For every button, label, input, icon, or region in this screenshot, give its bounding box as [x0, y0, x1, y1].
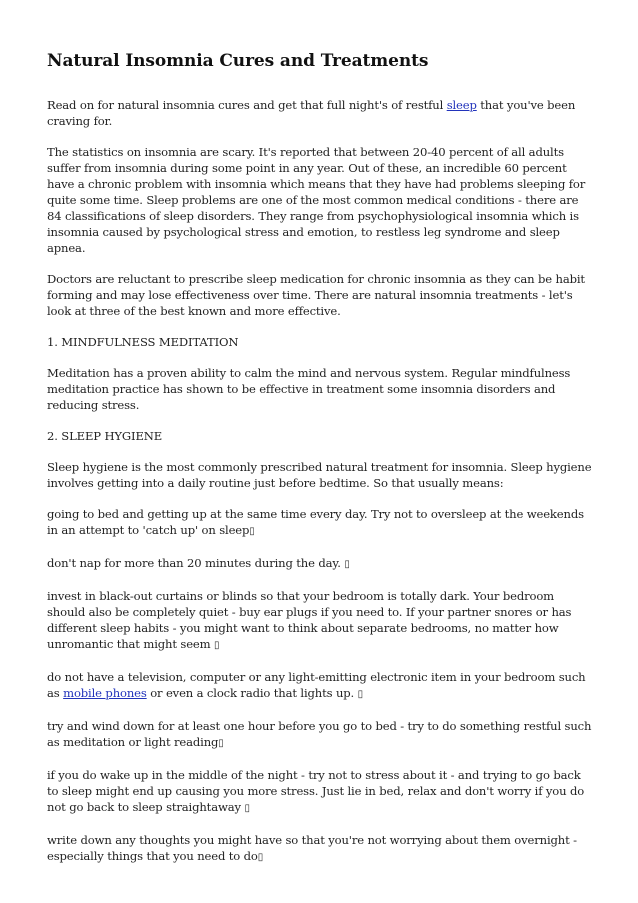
- tip-text: try and wind down for at least one hour before you go to bed - try to do something restful such as meditation or light reading: [47, 719, 592, 749]
- tip-text: if you do wake up in the middle of the night - try not to stress about it - and trying to go back to sleep might end up causing you more stress. Just lie in bed, relax and don't worry if you do not go back to sleep straightaway: [47, 768, 585, 814]
- missing-glyph-icon: ▯: [249, 526, 255, 537]
- document-page: [47, 50, 595, 881]
- intro-text-before: Read on for natural insomnia cures and get that full night's of restful: [47, 98, 447, 112]
- tip-item: [47, 669, 595, 703]
- tip-item: [47, 555, 595, 573]
- tip-item: [47, 767, 595, 817]
- mobile-phones-link[interactable]: mobile phones: [63, 686, 147, 700]
- doctors-paragraph: Doctors are reluctant to prescribe sleep medication for chronic insomnia as they can be habit forming and may lose effectiveness over time. There are natural insomnia treatments - let's look at three of the best known and more effective.: [47, 272, 585, 318]
- missing-glyph-icon: ▯: [214, 640, 220, 651]
- missing-glyph-icon: ▯: [344, 559, 350, 570]
- section-heading-sleep-hygiene: 2. SLEEP HYGIENE: [47, 429, 163, 443]
- tip-text: write down any thoughts you might have so that you're not worrying about them overnight - especially things that you need to do: [47, 833, 577, 863]
- statistics-paragraph: The statistics on insomnia are scary. It's reported that between 20-40 percent of all adults suffer from insomnia during some point in any year. Out of these, an incredible 60 percent have a chronic problem with insomnia which means that they have had problems sleeping for quite some time. Sleep problems are one of the most common medical conditions - there are 84 classifications of sleep disorders. They range from psychophysiological insomnia which is insomnia caused by psychological stress and emotion, to restless leg syndrome and sleep apnea.: [47, 145, 586, 255]
- missing-glyph-icon: ▯: [357, 689, 363, 700]
- tip-text: or even a clock radio that lights up.: [146, 686, 358, 700]
- tip-text: don't nap for more than 20 minutes during the day.: [47, 556, 345, 570]
- tip-item: [47, 718, 595, 752]
- tip-text: invest in black-out curtains or blinds so that your bedroom is totally dark. Your bedroom should also be completely quiet - buy ear plugs if you need to. If your partner snores or has different sleep habits - you might want to think about separate bedrooms, no matter how unromantic that might seem: [47, 589, 572, 651]
- tip-text: do not have a television, computer or any light-emitting electronic item in your bedroom such as: [47, 670, 586, 700]
- meditation-paragraph: Meditation has a proven ability to calm the mind and nervous system. Regular mindfulness meditation practice has shown to be effective in treatment some insomnia disorders and reducing stress.: [47, 366, 571, 412]
- intro-paragraph: [47, 97, 595, 129]
- intro-text-after: that you've been craving for.: [47, 98, 576, 128]
- sleep-link[interactable]: sleep: [446, 98, 477, 112]
- tip-item: [47, 832, 595, 866]
- page-title: Natural Insomnia Cures and Treatments: [47, 51, 429, 71]
- missing-glyph-icon: ▯: [244, 803, 250, 814]
- missing-glyph-icon: ▯: [218, 738, 224, 749]
- section-heading-mindfulness: 1. MINDFULNESS MEDITATION: [47, 335, 239, 349]
- tip-item: [47, 588, 595, 654]
- tip-item: [47, 506, 595, 540]
- hygiene-paragraph: Sleep hygiene is the most commonly prescribed natural treatment for insomnia. Sleep hygiene involves getting into a daily routine just before bedtime. So that usually means:: [47, 460, 592, 490]
- missing-glyph-icon: ▯: [257, 852, 264, 863]
- tip-text: going to bed and getting up at the same time every day. Try not to oversleep at the weekends in an attempt to 'catch up' on sleep: [47, 507, 584, 537]
